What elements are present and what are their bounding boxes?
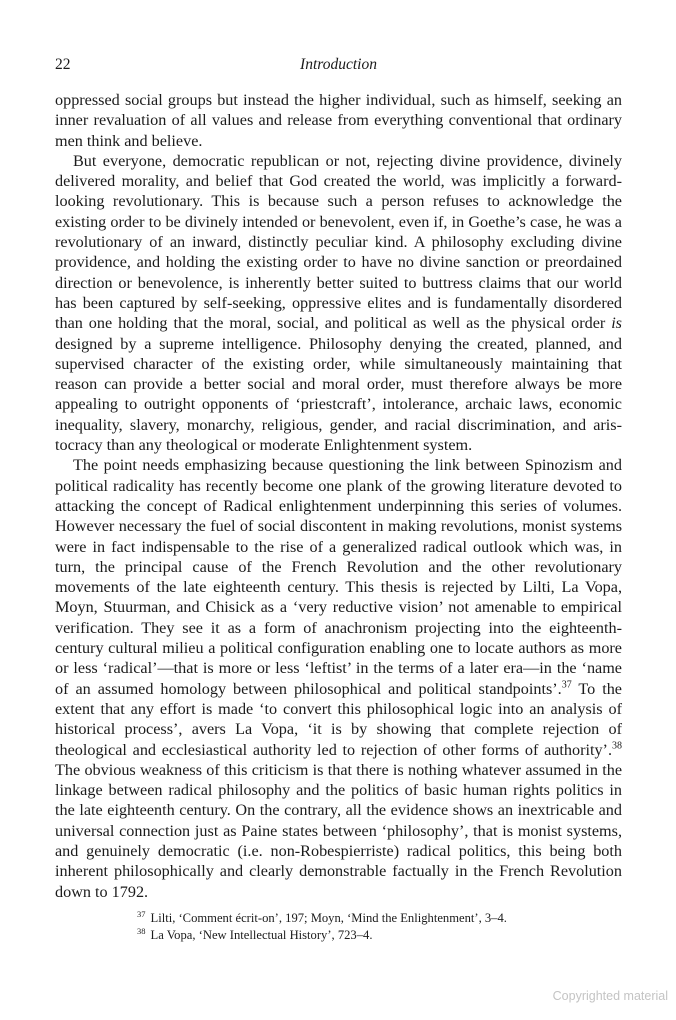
paragraph-1-text: oppressed social groups but instead the higher individual, such as himself, seeking an inner revaluation of all values and release from everything conventional that ordinary men think and believe.	[55, 91, 622, 150]
footnote	[137, 910, 622, 927]
body-text	[55, 90, 622, 902]
paragraph-2-text-a: But everyone, democratic republican or not, rejecting divine providence, divinely delivered morality, and belief that God created the world, was implicitly a forward-looking revolutionary. This is because such a person refuses to acknowledge the existing order to be divinely intended or benevolent, even if, in Goethe’s case, he was a revolutionary of an inward, distinctly peculiar kind. A philosophy excluding divine providence, and holding the existing order to have no divine sanction or preordained direction or benevolence, is inherently better suited to buttress claims that our world has been captured by self-seeking, oppressive elites and is fundamentally disordered than one holding that the moral, social, and political as well as the physical order	[55, 151, 622, 333]
footnote-text: La Vopa, ‘New Intellectual History’, 723–4.	[150, 928, 373, 942]
footnote-ref-38[interactable]: 38	[612, 740, 622, 752]
footnotes	[137, 910, 622, 944]
paragraph-3-text-b: To the extent that any effort is made ‘to convert this philosophical logic into an analysis of historical process’, avers La Vopa, ‘it is by showing that complete rejection of theological and ecclesiastical authority led to rejection of other forms of authority’.	[55, 679, 622, 759]
footnote-number: 38	[137, 925, 146, 936]
running-head	[55, 56, 622, 78]
page-number: 22	[55, 56, 71, 73]
emphasis-is: is	[611, 314, 622, 333]
footnote-ref-37[interactable]: 37	[561, 679, 572, 691]
footnote-number: 37	[137, 908, 146, 919]
paragraph	[55, 455, 622, 902]
paragraph-3-text-a: The point needs emphasizing because questioning the link between Spinozism and political radicality has recently become one plank of the growing literature devoted to attacking the concept of Radical enlightenment underpinning this series of volumes. However necessary the fuel of social discontent in making revolutions, monist systems were in fact indispensable to the rise of a generalized radical outlook which was, in turn, the principal cause of the French Revolution and the other revolutionary movements of the late eighteenth century. This thesis is rejected by Lilti, La Vopa, Moyn, Stuurman, and Chisick as a ‘very reductive vision’ not amenable to empirical verification. They see it as a form of anachronism projecting into the eighteenth-century cultural milieu a political configuration enabling one to locate authors as more or less ‘radical’—that is more or less ‘leftist’ in the terms of a later era—in the ‘name of an assumed homology between philosophical and political standpoints’.	[55, 456, 622, 698]
paragraph-continued	[55, 90, 622, 151]
paragraph	[55, 151, 622, 455]
chapter-title: Introduction	[300, 56, 377, 73]
copyright-watermark: Copyrighted material	[552, 989, 668, 1003]
footnote-text: Lilti, ‘Comment écrit-on’, 197; Moyn, ‘Mind the Enlightenment’, 3–4.	[150, 911, 507, 925]
paragraph-3-text-c: The obvious weakness of this criticism is that there is nothing whatever assumed in the linkage between radical philosophy and the politics of basic human rights politics in the late eighteenth century. On the contrary, all the evidence shows an inextricable and universal connection just as Paine states between ‘philosophy’, that is monist systems, and genuinely democratic (i.e. non-Robespierriste) radical politics, this being both inherent philosophically and clearly demonstrable factually in the French Revolution down to 1792.	[55, 760, 622, 901]
footnote	[137, 927, 622, 944]
paragraph-2-text-b: designed by a supreme intelligence. Philosophy denying the created, planned, and supervised character of the existing order, while simultaneously maintaining that reason can provide a better social and moral order, must therefore always be more appealing to outright opponents of ‘priestcraft’, intolerance, archaic laws, economic inequality, slavery, monarchy, religious, gender, and racial discrimination, and aristocracy than any theological or moderate Enlightenment system.	[55, 334, 622, 455]
